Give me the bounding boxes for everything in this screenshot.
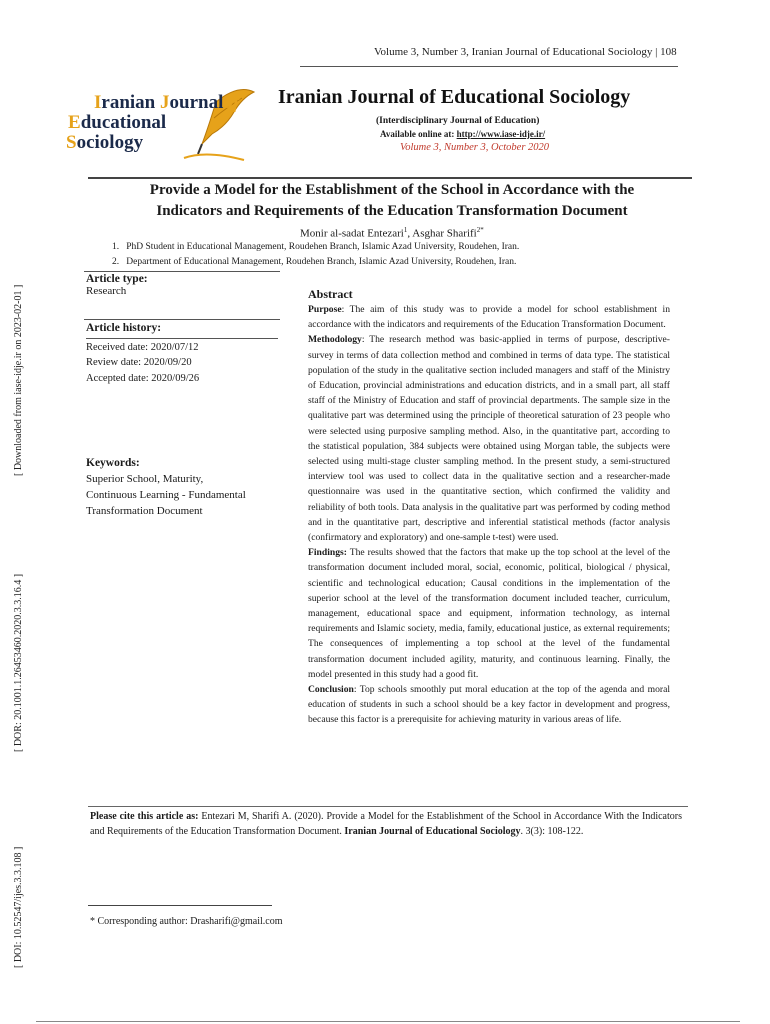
svg-text:Sociology: Sociology [66,132,144,153]
author-separator: , [407,227,413,240]
author-affiliation-mark: 1 [403,226,408,234]
abstract-conclusion-label: Conclusion [308,684,354,696]
keywords [86,455,280,519]
history-divider [84,319,280,320]
citation-tail: . 3(3): 108-122. [520,826,584,837]
article-type-heading: Article type: [86,273,148,285]
author-affiliation-mark: 2* [476,226,484,234]
citation-label: Please cite this article as: [90,811,202,822]
header-divider [300,66,678,67]
author-name: Asghar Sharifi [412,227,477,240]
keywords-heading: Keywords: [86,457,140,469]
paper-title [92,180,692,222]
received-date: Received date: 2020/07/12 [86,341,199,353]
accepted-date: Accepted date: 2020/09/26 [86,372,200,384]
article-history-heading: Article history: [86,322,162,334]
svg-text:Educational: Educational [68,112,167,133]
footnote-divider [88,905,272,906]
side-label-dor: [ DOR: 20.1001.1.26453460.2020.3.3.16.4 ] [13,573,24,752]
paper-title-line-1: Provide a Model for the Establishment of the School in Accordance with the [149,182,635,198]
history-heading-rule [86,338,278,339]
journal-title: Iranian Journal of Educational Sociology [278,86,631,108]
review-date: Review date: 2020/09/20 [86,357,192,368]
affiliation-item [112,242,519,252]
running-header: Volume 3, Number 3, Iranian Journal of Educational Sociology | 108 [374,46,677,58]
journal-availability [380,129,545,139]
side-label-doi: [ DOI: 10.52547/ijes.3.3.108 ] [13,846,24,968]
citation-text: Entezari M, Sharifi A. (2020). Provide a Model for the Establishment of the School in Accordance With the Indicators and Requirements of the Education Transformation Document. [90,811,682,837]
abstract-findings-label: Findings: [308,547,347,559]
corresponding-author-footnote [90,916,283,927]
article-type [86,273,278,297]
footnote-mark: * [90,916,95,927]
abstract-purpose-text: : The aim of this study was to provide a model for school establishment in accordance with the indicators and requirements of the Education Transformation Document. [308,304,670,331]
paper-title-line-2: Indicators and Requirements of the Education Transformation Document [156,203,628,219]
article-history [86,321,278,386]
abstract-conclusion-text: : Top schools smoothly put moral education at the top of the agenda and moral education of students in such a school should be a key factor in development and progress, because this factor is a prerequisite for achieving maturity in various areas of life. [308,684,670,726]
abstract-heading: Abstract [308,287,353,301]
affiliation-text: Department of Educational Management, Roudehen Branch, Islamic Azad University, Roudehen, Iran. [126,257,517,267]
author-list [300,226,484,240]
abstract-findings-text: The results showed that the factors that make up the top school at the level of the transformation document included moral, social, economic, political, biological / physical, scientific and technological education; Causal conditions in the implementation of the superior school at the level of the transformation document included teacher, curriculum, management, educational space and equipment, information technology, as internal requirements and Islamic society, media, family, educational justice, as external requirements; The consequences of implementing a top school at the level of the fundamental transformation document included agility, maturity, and continuous learning. Finally, the model presented in this study had a good fit. [308,547,670,680]
abstract-methodology-label: Methodology [308,334,362,346]
article-info-divider [84,271,280,272]
citation-divider [88,806,688,807]
logo-graphic [66,88,258,168]
article-type-value: Research [86,285,127,297]
journal-logo [66,88,258,168]
journal-issue: Volume 3, Number 3, October 2020 [400,142,550,153]
side-label-downloaded: [ Downloaded from iase-idje.ir on 2023-02-01 ] [13,284,24,476]
page-bottom-rule [36,1021,740,1022]
affiliation-number: 2. [112,257,120,267]
citation-block [90,809,682,839]
abstract-purpose-label: Purpose [308,304,342,315]
availability-prefix: Available online at: [380,129,457,139]
journal-url-link[interactable]: http://www.iase-idje.ir/ [456,129,546,139]
affiliation-item [112,257,516,267]
keywords-line: Superior School, Maturity, [86,473,204,485]
abstract-body [308,302,670,728]
abstract-methodology-text: : The research method was basic-applied in terms of purpose, descriptive-survey in terms of data collection method and combined in terms of data type. The statistical population of the study in the qualitative section included managers and staff of the Ministry of Education, provincial administrations and education districts, and in a small part, all staff staff of the Ministry of Education and staff of provincial departments. The sample size in the qualitative part was determined using the principle of theoretical saturation of 23 people who were selected using purposive sampling method. Also, in the quantitative part, according to the statistical population, 384 subjects were obtained using Morgan table, the subjects were selected using multi-stage cluster sampling method. In the present study, a semi-structured interview tool was used to collect data in the qualitative section and a researcher-made questionnaire was used in the quantitative section, which confirmed the validity and reliability of both tools. Data analysis in the qualitative part was performed by coding method and in the quantitative part, descriptive and inferential statistical methods (factor analysis (confirmatory and exploratory) and one-sample t-test) were used. [308,334,670,544]
citation-journal: Iranian Journal of Educational Sociology [344,826,521,837]
footnote-text: Corresponding author: Drasharifi@gmail.com [95,916,283,927]
keywords-line: Continuous Learning - Fundamental [86,489,246,501]
affiliation-text: PhD Student in Educational Management, Roudehen Branch, Islamic Azad University, Roudehen, Iran. [126,242,520,252]
author-name: Monir al-sadat Entezari [300,227,404,240]
svg-text:Iranian Journalof: Iranian Journalof [94,92,240,113]
journal-subtitle: (Interdisciplinary Journal of Education) [376,116,540,126]
affiliation-number: 1. [112,242,120,252]
keywords-line: Transformation Document [86,505,203,517]
title-divider [88,177,692,179]
